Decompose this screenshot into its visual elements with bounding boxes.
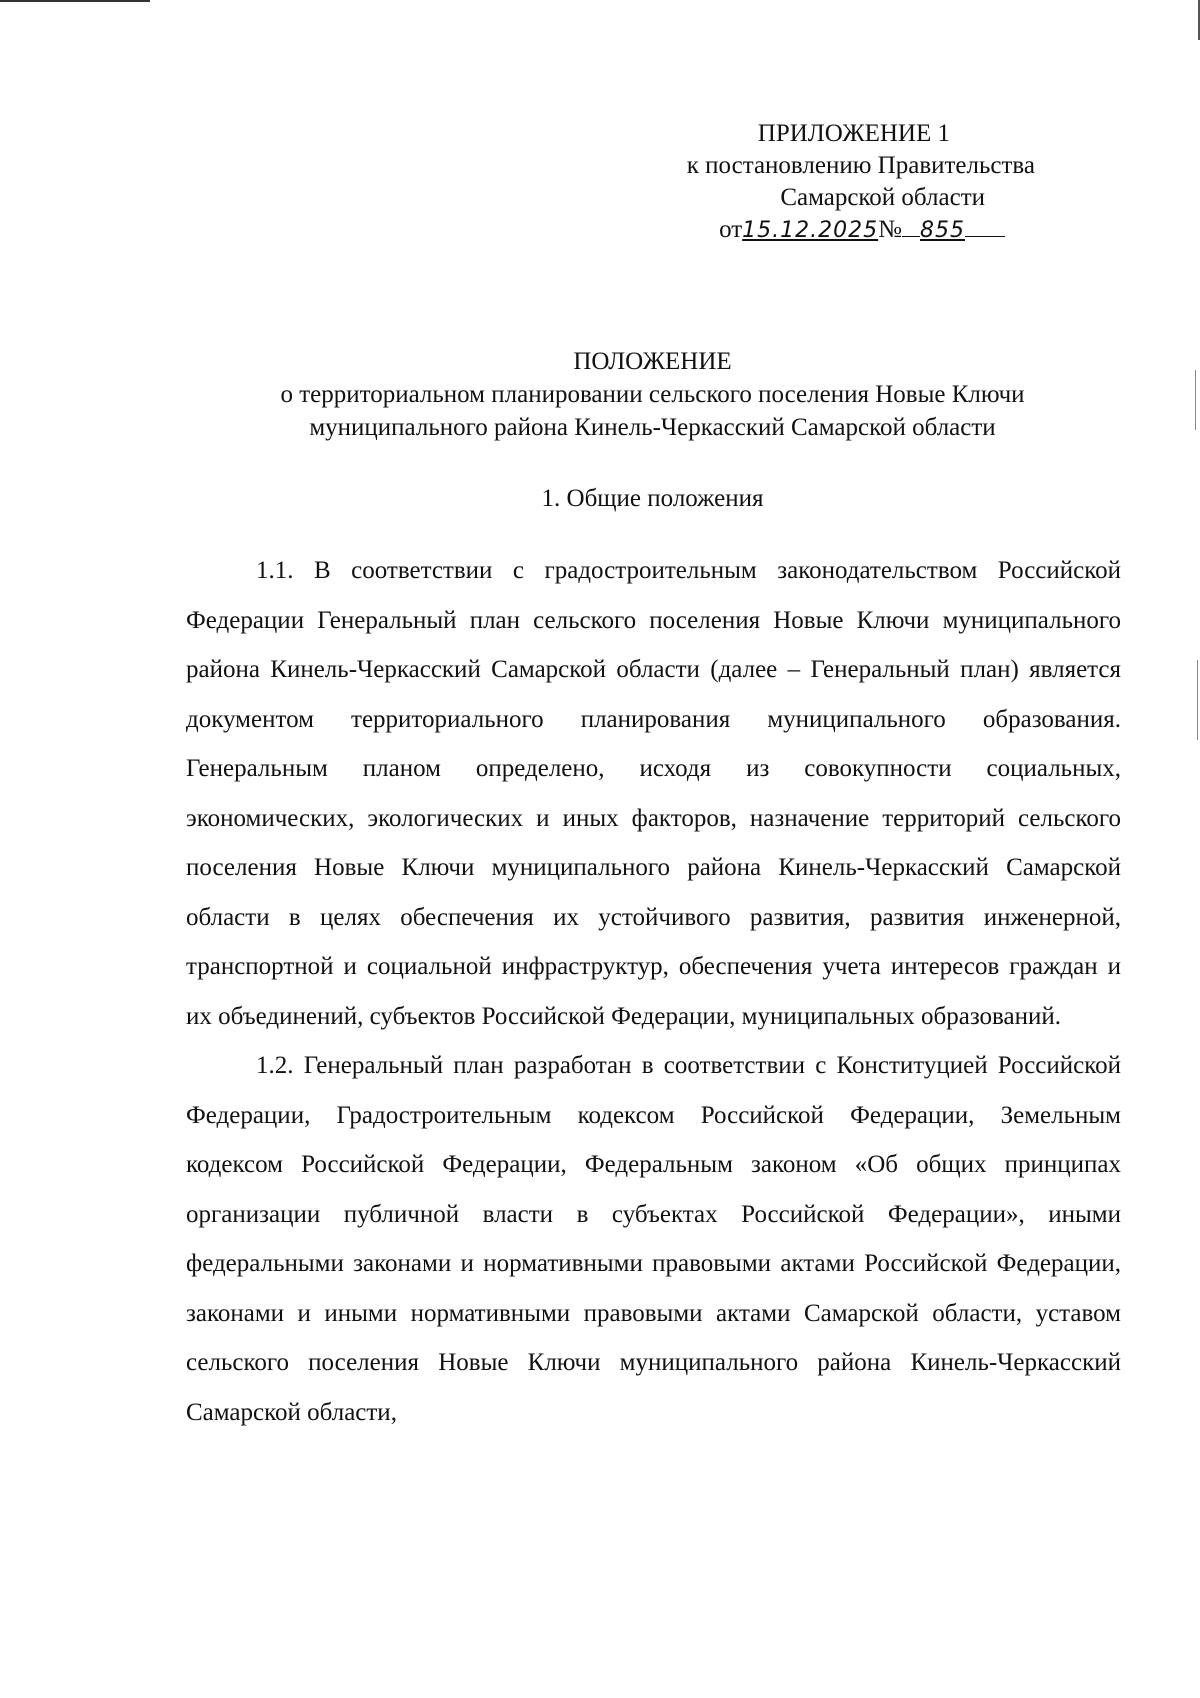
margin-mark <box>1197 660 1198 740</box>
document-subtitle-line-1: о территориальном планировании сельского поселения Новые Ключи <box>280 381 1025 408</box>
document-body <box>186 546 1121 1437</box>
number-underline <box>902 235 920 237</box>
handwritten-number: 855 <box>920 218 965 243</box>
approval-stamp <box>615 118 1035 247</box>
number-underline <box>965 235 1005 237</box>
appendix-label: ПРИЛОЖЕНИЕ 1 <box>757 120 950 147</box>
section-heading: 1. Общие положения <box>541 485 764 512</box>
decree-date-number <box>615 214 1035 247</box>
issuing-region: Самарской области <box>780 184 985 211</box>
scan-edge-top <box>0 0 150 2</box>
paragraph-1-1: 1.1. В соответствии с градостроительным законодательством Российской Федерации Генеральный план сельского поселения Новые Ключи муниципального района Кинель-Черкасский Самарской области (далее – Генеральный план) является документом территориального планирования муниципального образования. Генеральным планом определено, исходя из совокупности социальных, экономических, экологических и иных факторов, назначение территорий сельского поселения Новые Ключи муниципального района Кинель-Черкасский Самарской области в целях обеспечения их устойчивого развития, развития инженерной, транспортной и социальной инфраструктур, обеспечения учета интересов граждан и их объединений, субъектов Российской Федерации, муниципальных образований. <box>186 557 1121 1030</box>
margin-mark <box>1195 370 1196 430</box>
paragraph-1-2: 1.2. Генеральный план разработан в соответствии с Конституцией Российской Федерации, Градостроительным кодексом Российской Федерации, Земельным кодексом Российской Федерации, Федеральным законом «Об общих принципах организации публичной власти в субъектах Российской Федерации», иными федеральными законами и нормативными правовыми актами Российской Федерации, законами и иными нормативными правовыми актами Самарской области, уставом сельского поселения Новые Ключи муниципального района Кинель-Черкасский Самарской области, <box>186 1052 1121 1426</box>
decree-reference: к постановлению Правительства <box>686 152 1035 179</box>
document-subtitle-line-2: муниципального района Кинель-Черкасский Самарской области <box>309 414 996 441</box>
document-title: ПОЛОЖЕНИЕ <box>573 348 732 375</box>
handwritten-date: 15.12.2025 <box>742 218 879 243</box>
number-prefix: № <box>878 216 902 243</box>
document-title-block <box>180 345 1125 444</box>
date-prefix: от <box>719 216 743 243</box>
